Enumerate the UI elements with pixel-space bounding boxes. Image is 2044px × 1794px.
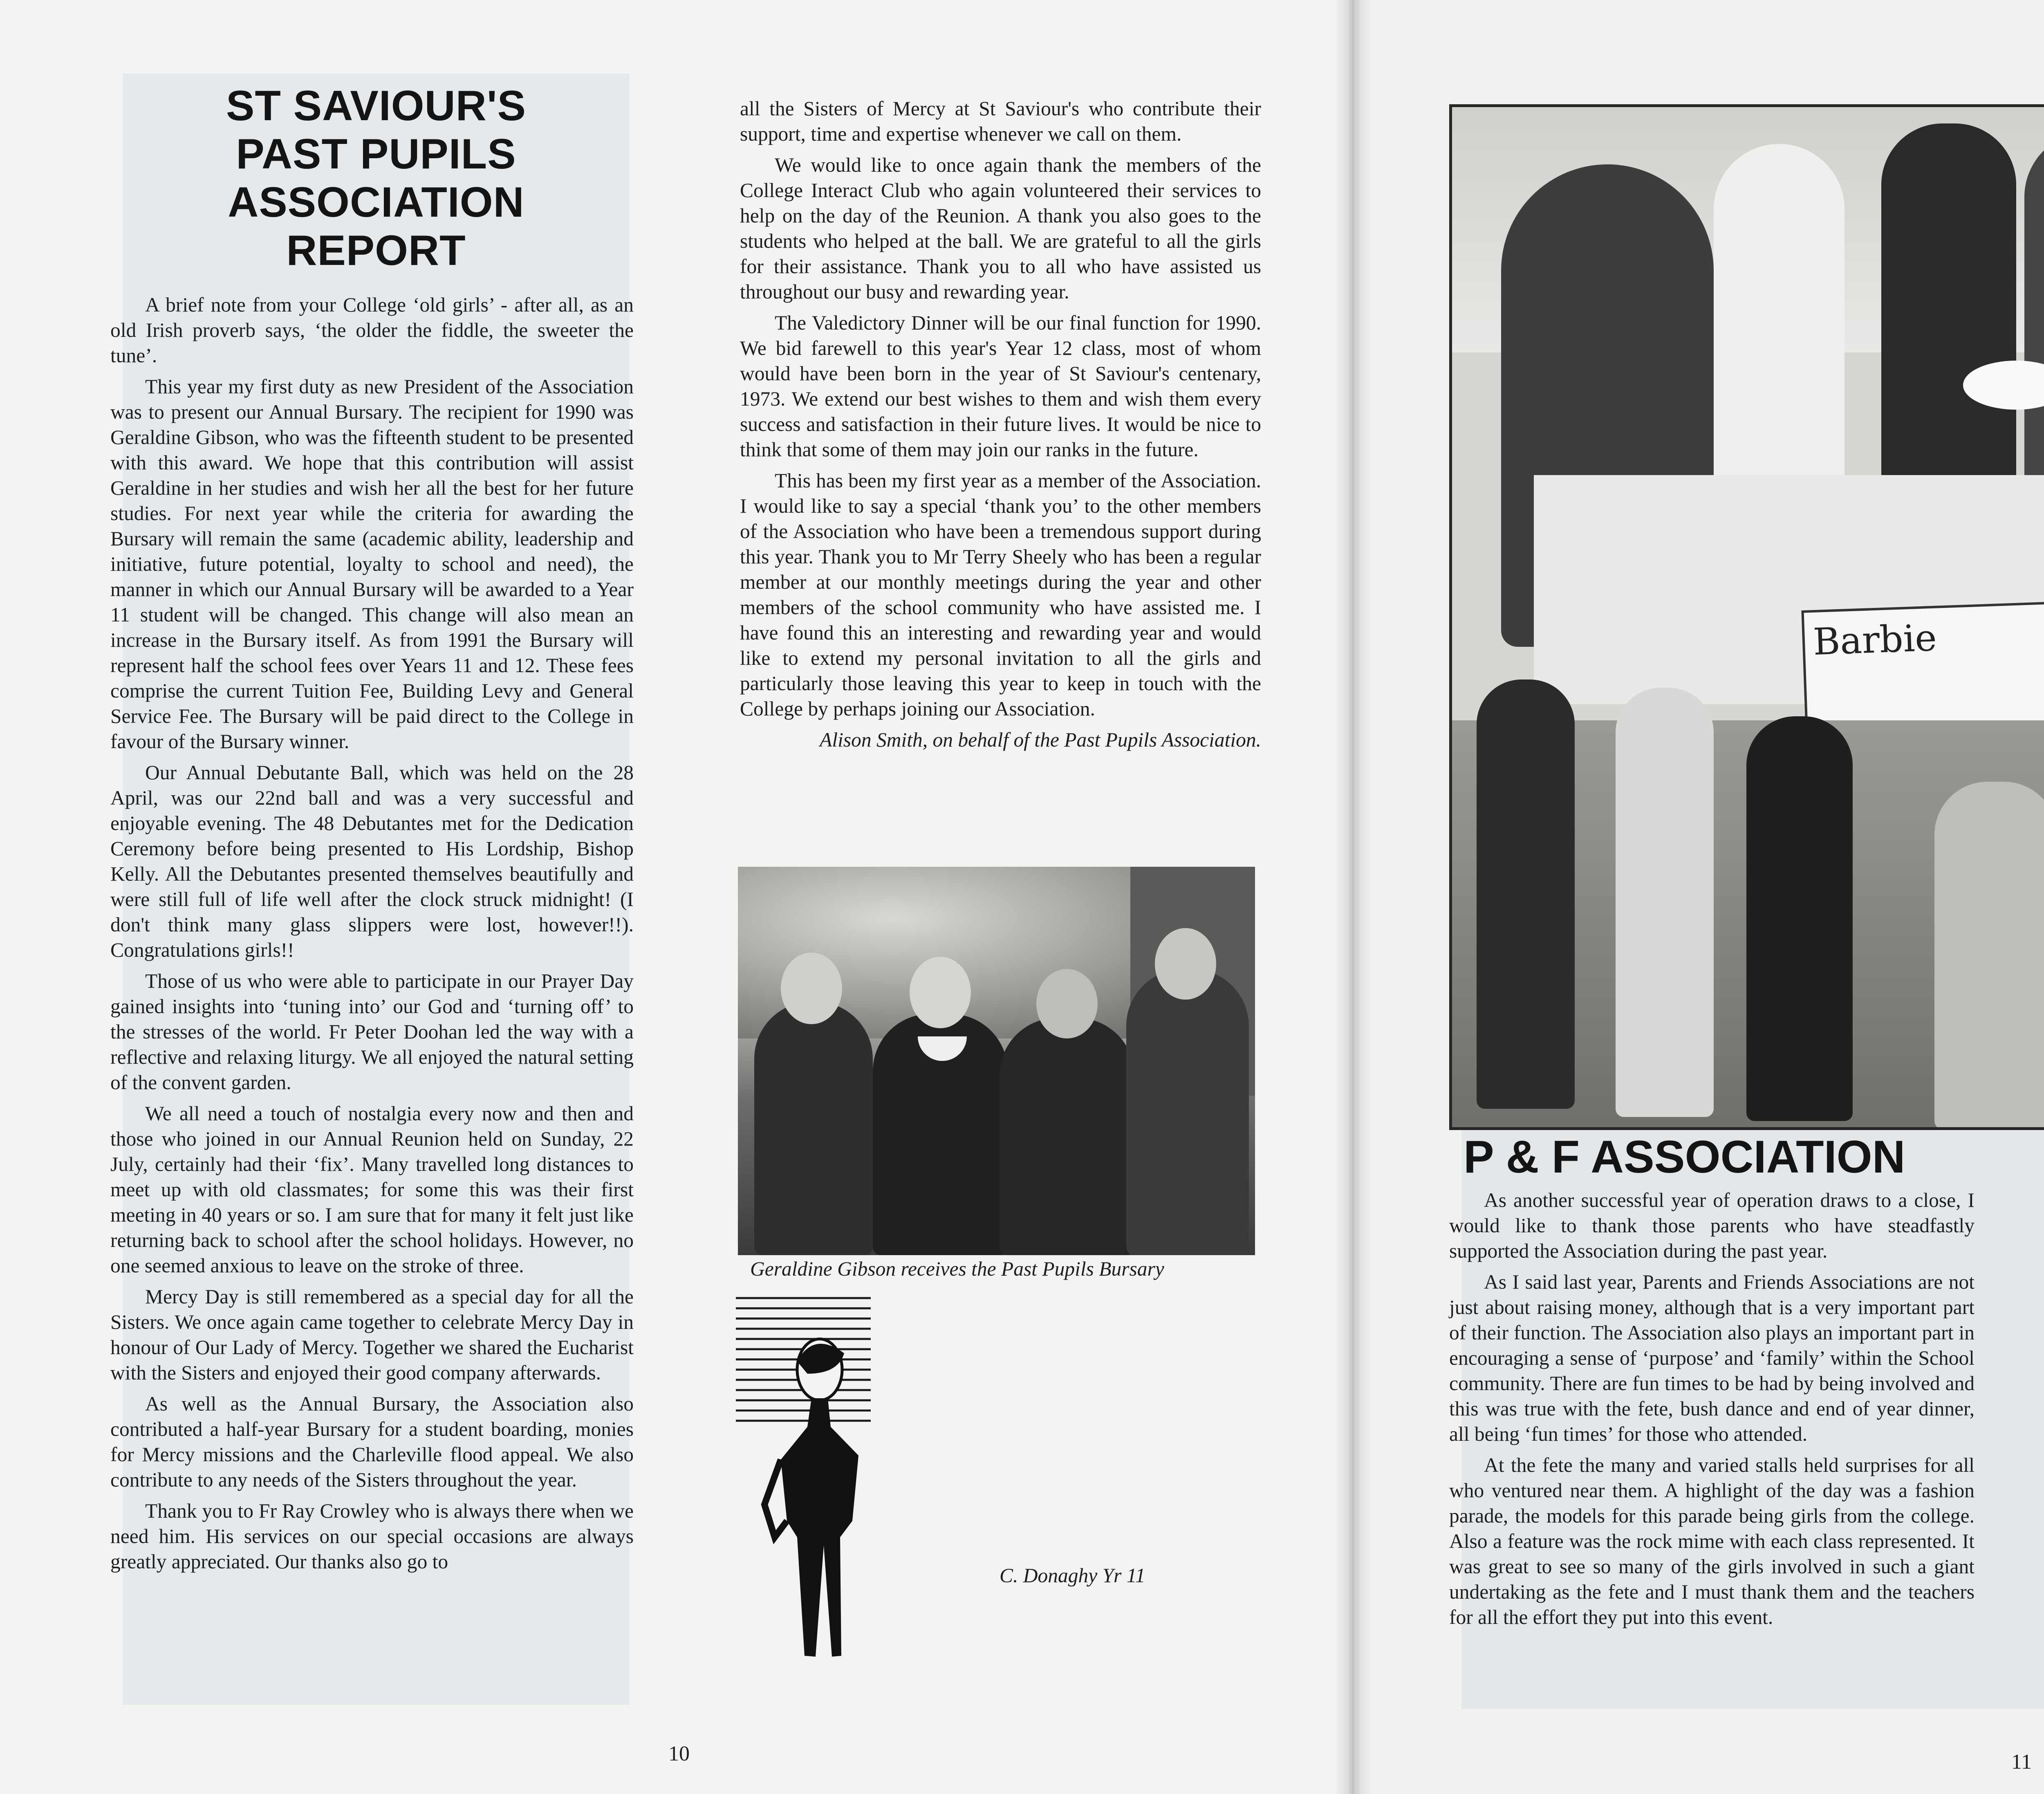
collage-figure bbox=[1881, 123, 2016, 491]
pf-association-title: P & F ASSOCIATION bbox=[1464, 1131, 1905, 1182]
drawing-caption: C. Donaghy Yr 11 bbox=[1000, 1564, 1145, 1587]
collage-model bbox=[1934, 782, 2044, 1129]
paragraph: all the Sisters of Mercy at St Saviour's who contribute their support, time and expertise whenever we call on them. bbox=[740, 97, 1261, 145]
paragraph: We would like to once again thank the members of the College Interact Club who again volunteered their services to help on the day of the Reunion. A thank you also goes to the students who helped at the ball. We are grateful to all the girls for their assistance. Thank you to all who have assisted us throughout our busy and rewarding year. bbox=[740, 154, 1261, 303]
paragraph: Those of us who were able to participate in our Prayer Day gained insights into ‘tuning into’ our God and ‘turning off’ to the stresses of the world. Fr Peter Doohan led the way with a reflective and relaxing liturgy. We all enjoyed the natural setting of the convent garden. bbox=[110, 970, 634, 1094]
paragraph: We all need a touch of nostalgia every now and then and those who joined in our Annual Reunion held on Sunday, 22 July, certainly had their ‘fix’. Many travelled long distances to meet up with old classmates; for some this was their first meeting in 40 years or so. I am sure that for many it felt just like returning back to school after the school holidays. However, no one seemed anxious to leave on the stroke of three. bbox=[110, 1102, 634, 1277]
fete-photo-collage bbox=[1449, 104, 2044, 1130]
collage-model bbox=[1477, 679, 1575, 1109]
article-column-2 bbox=[740, 96, 1261, 758]
book-gutter bbox=[1335, 0, 1372, 1794]
title-line: PAST PUPILS bbox=[236, 130, 516, 178]
bursary-photo bbox=[738, 867, 1255, 1255]
past-pupils-title bbox=[135, 82, 617, 275]
paragraph: This year my first duty as new President of the Association was to present our Annual Bursary. The recipient for 1990 was Geraldine Gibson, who was the fifteenth student to be presented with this award. We hope that this contribution will assist Geraldine in her studies and wish her all the best for her future studies. For next year while the criteria for awarding the Bursary will remain the same (academic ability, leadership and initiative, future potential, loyalty to school and need), the manner in which our Annual Bursary will be awarded to a Year 11 student will be changed. This change will also mean an increase in the Bursary itself. As from 1991 the Bursary will represent half the school fees over Years 11 and 12. These fees comprise the current Tuition Fee, Building Levy and General Service Fee. The Bursary will be paid direct to the College in favour of the Bursary winner. bbox=[110, 375, 634, 753]
page-number: 11 bbox=[2011, 1750, 2032, 1774]
article-signature: Alison Smith, on behalf of the Past Pupils Association. bbox=[820, 729, 1261, 751]
photo-caption: Geraldine Gibson receives the Past Pupils Bursary bbox=[750, 1258, 1164, 1280]
photo-person bbox=[754, 1002, 873, 1255]
title-line: REPORT bbox=[286, 227, 466, 274]
title-line: ST SAVIOUR'S bbox=[226, 82, 526, 130]
photo-person-head bbox=[781, 953, 842, 1024]
paragraph: Thank you to Fr Ray Crowley who is always there when we need him. His services on our special occasions are always greatly appreciated. Our thanks also go to bbox=[110, 1500, 634, 1573]
photo-person-head bbox=[910, 957, 971, 1028]
title-line: ASSOCIATION bbox=[228, 179, 524, 226]
photo-person-head bbox=[1036, 969, 1098, 1038]
collage-model bbox=[1746, 716, 1853, 1121]
pf-column-1 bbox=[1449, 1188, 1975, 1636]
paragraph: A brief note from your College ‘old girls’ - after all, as an old Irish proverb says, ‘the older the fiddle, the sweeter the tune’. bbox=[110, 294, 634, 367]
collage-sign-text: Barbie bbox=[1812, 616, 1938, 664]
paragraph: The Valedictory Dinner will be our final function for 1990. We bid farewell to this year's Year 12 class, most of whom would have been born in the year of St Saviour's centenary, 1973. We extend our best wishes to them and wish them every success and satisfaction in their future lives. It would be nice to think that some of them may join our ranks in the future. bbox=[740, 312, 1261, 461]
collage-figure bbox=[2024, 132, 2044, 483]
article-column-1 bbox=[110, 292, 634, 1580]
paragraph: At the fete the many and varied stalls held surprises for all who ventured near them. A highlight of the day was a fashion parade, the models for this parade being girls from the college. Also a feature was the rock mime with each class represented. It was great to see so many of the girls involved in such a giant undertaking as the fete and I must thank them and the teachers for all the effort they put into this event. bbox=[1449, 1454, 1975, 1628]
collage-model bbox=[1616, 688, 1714, 1117]
photo-person-head bbox=[1155, 928, 1216, 1000]
paragraph: Our Annual Debutante Ball, which was held on the 28 April, was our 22nd ball and was a very successful and enjoyable evening. The 48 Debutantes met for the Dedication Ceremony before being presented to His Lordship, Bishop Kelly. All the Debutantes presented themselves beautifully and were still full of life well after the clock struck midnight! (I don't think many glass slippers were lost, however!!). Congratulations girls!! bbox=[110, 761, 634, 961]
paragraph: As another successful year of operation draws to a close, I would like to thank those parents who have steadfastly supported the Association during the past year. bbox=[1449, 1189, 1975, 1262]
paragraph: As well as the Annual Bursary, the Association also contributed a half-year Bursary for a student boarding, monies for Mercy missions and the Charleville flood appeal. We also contribute to any needs of the Sisters throughout the year. bbox=[110, 1393, 634, 1491]
photo-person bbox=[1000, 1018, 1134, 1255]
student-drawing bbox=[736, 1292, 871, 1662]
photo-person bbox=[1126, 969, 1249, 1255]
page-number: 10 bbox=[668, 1742, 690, 1765]
paragraph: As I said last year, Parents and Friends Associations are not just about raising money, although that is a very important part of their function. The Association also plays an important part in encouraging a sense of ‘purpose’ and ‘family’ within the School community. There are fun times to be had by being involved and this was true with the fete, bush dance and end of year dinner, all being ‘fun times’ for those who attended. bbox=[1449, 1271, 1975, 1445]
paragraph: Mercy Day is still remembered as a special day for all the Sisters. We once again came together to celebrate Mercy Day in honour of Our Lady of Mercy. Together we shared the Eucharist with the Sisters and enjoyed their good company afterwards. bbox=[110, 1285, 634, 1384]
paragraph: This has been my first year as a member of the Association. I would like to say a special ‘thank you’ to the other members of the Association who have been a tremendous support during this year. Thank you to Mr Terry Sheely who has been a regular member at our monthly meetings during the year and other members of the school community who have assisted me. I have found this an interesting and rewarding year and would like to extend my personal invitation to all the girls and particularly those leaving this year to keep in touch with the College by perhaps joining our Association. bbox=[740, 469, 1261, 720]
